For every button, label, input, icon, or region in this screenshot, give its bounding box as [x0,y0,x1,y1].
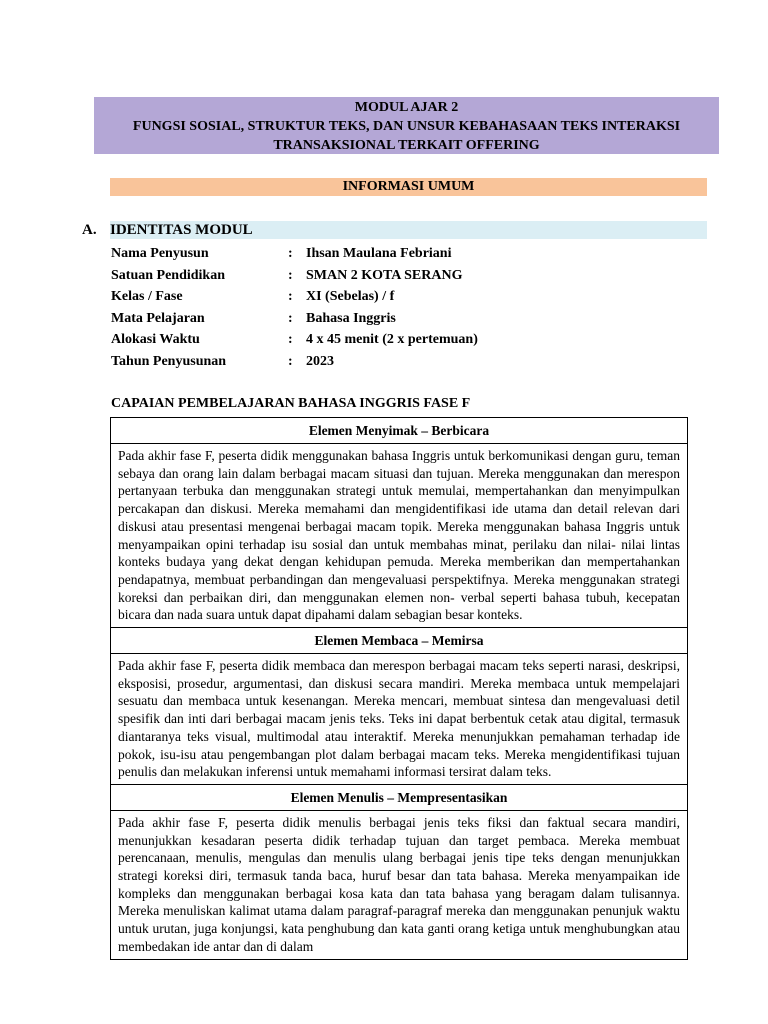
element-body-menyimak: Pada akhir fase F, peserta didik menggunakan bahasa Inggris untuk berkomunikasi dengan guru, teman sebaya dan orang lain dalam berbagai macam situasi dan tujuan. Mereka menggunakan dan merespon pertanyaan terbuka dan menggunakan strategi untuk memulai, mempertahankan dan menyimpulkan percakapan dan diskusi. Mereka memahami dan mengidentifikasi ide utama dan detail relevan dari diskusi atau presentasi mengenai berbagai macam topik. Mereka menggunakan bahasa Inggris untuk menyampaikan opini terhadap isu sosial dan untuk membahas minat, perilaku dan nilai- nilai lintas konteks budaya yang dekat dengan kehidupan pemuda. Mereka memberikan dan mempertahankan pendapatnya, membuat perbandingan dan mengevaluasi perspektifnya. Mereka menggunakan strategi koreksi dan perbaikan diri, dan menggunakan elemen non- verbal seperti bahasa tubuh, kecepatan bicara dan nada suara untuk dapat dipahami dalam sebagian besar konteks. [111,444,687,628]
identity-row [111,243,478,265]
identity-label: Nama Penyusun [111,246,209,261]
identity-colon: : [288,332,293,348]
identity-row [111,329,478,351]
module-title-box [94,97,719,154]
identity-value: XI (Sebelas) / f [306,289,395,305]
identity-colon: : [288,267,293,283]
identity-label: Tahun Penyusunan [111,353,227,369]
identity-row [111,351,478,373]
element-heading-membaca: Elemen Membaca – Memirsa [111,628,687,654]
identity-heading-text: IDENTITAS MODUL [110,222,253,238]
identity-value: Bahasa Inggris [306,310,396,326]
identity-table [111,243,478,373]
identity-colon: : [288,246,293,261]
element-heading-menulis: Elemen Menulis – Mempresentasikan [111,785,687,811]
identity-row [111,265,478,287]
identity-label: Mata Pelajaran [111,310,205,326]
module-subtitle-line2: TRANSAKSIONAL TERKAIT OFFERING [273,138,540,153]
module-subtitle-line1: FUNGSI SOSIAL, STRUKTUR TEKS, DAN UNSUR KEBAHASAAN TEKS INTERAKSI [132,119,681,134]
capaian-table [110,417,688,960]
identity-row [111,308,478,330]
element-body-menulis: Pada akhir fase F, peserta didik menulis berbagai jenis teks fiksi dan faktual secara mandiri, menunjukkan kesadaran peserta didik terhadap tujuan dan target pembaca. Mereka membuat perencanaan, menulis, mengulas dan menulis ulang berbagai jenis tipe teks dengan menunjukkan strategi koreksi diri, termasuk tanda baca, huruf besar dan tata bahasa. Mereka menyampaikan ide kompleks dan menggunakan berbagai kosa kata dan tata bahasa yang beragam dalam tulisannya. Mereka menuliskan kalimat utama dalam paragraf-paragraf mereka dan menggunakan penunjuk waktu untuk urutan, juga konjungsi, kata penghubung dan kata ganti orang ketiga untuk menghubungkan atau membedakan ide antar dan di dalam [118,814,680,954]
identity-value: SMAN 2 KOTA SERANG [306,267,463,283]
capaian-title: CAPAIAN PEMBELAJARAN BAHASA INGGRIS FASE F [111,396,471,411]
identity-value: 4 x 45 menit (2 x pertemuan) [306,332,478,348]
identity-colon: : [288,310,293,326]
identity-label: Kelas / Fase [111,289,183,305]
identity-colon: : [288,353,293,369]
identity-colon: : [288,289,293,305]
module-title: MODUL AJAR 2 [354,100,459,115]
identity-letter: A. [82,222,97,238]
identity-label: Alokasi Waktu [111,332,200,348]
identity-label: Satuan Pendidikan [111,267,225,283]
identity-row [111,286,478,308]
identity-value: 2023 [306,353,334,369]
element-heading-menyimak: Elemen Menyimak – Berbicara [111,418,687,444]
identity-value: Ihsan Maulana Febriani [306,246,452,261]
element-body-membaca: Pada akhir fase F, peserta didik membaca dan merespon berbagai macam teks seperti narasi, deskripsi, eksposisi, prosedur, argumentasi, dan diskusi secara mandiri. Mereka membaca untuk mempelajari sesuatu dan membaca untuk kesenangan. Mereka mencari, membuat sintesa dan mengevaluasi detil spesifik dan inti dari berbagai macam jenis teks. Teks ini dapat berbentuk cetak atau digital, termasuk diantaranya teks visual, multimodal atau interaktif. Mereka menunjukkan pemahaman terhadap ide pokok, isu-isu atau pengembangan plot dalam berbagai macam teks. Mereka mengidentifikasi tujuan penulis dan melakukan inferensi untuk memahami informasi tersirat dalam teks. [111,654,687,785]
info-umum-heading: INFORMASI UMUM [110,178,707,196]
identity-heading [82,221,253,239]
